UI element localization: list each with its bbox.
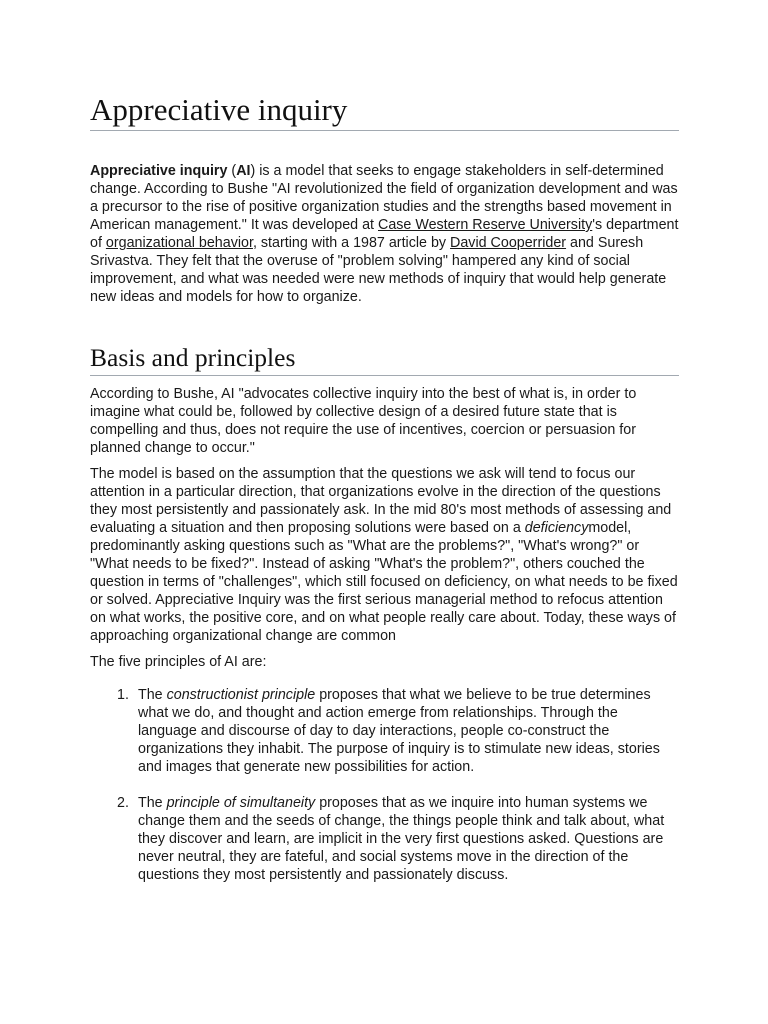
model-text-1: The model is based on the assumption that the questions we ask will tend to focus our attention in a particular direction, that organizations evolve in the direction of the questions they most persistently and passionately ask. In the mid 80's most methods of assessing and evaluating a situation and then proposing solutions were based on a: [90, 466, 672, 536]
list-item-text: proposes that as we inquire into human systems we change them and the seeds of change, the things people think and talk about, what they discover and learn, are implicit in the very first questions asked. Questions are never neutral, they are fateful, and social systems move in the direction of the questions they most persistently and passionately discuss.: [138, 795, 665, 883]
link-organizational-behavior[interactable]: organizational behavior: [105, 235, 253, 251]
intro-text-4: and Suresh Srivastva. They felt that the overuse of "problem solving" hampered any kind of social improvement, and what was needed were new methods of inquiry that would help generate new ideas and models for how to organize.: [90, 235, 667, 305]
page-title: Appreciative inquiry: [90, 0, 679, 131]
intro-paragraph: [90, 162, 679, 306]
intro-text-3: , starting with a 1987 article by: [252, 235, 451, 251]
intro-abbr: AI: [236, 163, 251, 179]
model-paragraph: [90, 465, 679, 645]
list-item: [90, 686, 679, 776]
link-case-western[interactable]: Case Western Reserve University: [378, 217, 593, 233]
intro-paren-open: (: [227, 163, 237, 179]
link-david-cooperrider[interactable]: David Cooperrider: [450, 235, 567, 251]
bushe-quote-paragraph: According to Bushe, AI "advocates collective inquiry into the best of what is, in order to imagine what could be, followed by collective design of a desired future state that is compelling and thus, does not require the use of incentives, coercion or persuasion for planned change to occur.": [90, 386, 637, 456]
model-text-2: model, predominantly asking questions such as "What are the problems?", "What's wrong?" or "What needs to be fixed?". Instead of asking "What's the problem?", others couched the question in terms of "challenges", which still focused on deficiency, on what needs to be fixed or solved. Appreciative Inquiry was the first serious managerial method to refocus attention on what works, the positive core, and on what people really care about. Today, these ways of approaching organizational change are common: [90, 520, 678, 644]
principles-list: [90, 686, 679, 884]
intro-text-2: 's department of: [90, 217, 679, 251]
intro-text-1: ) is a model that seeks to engage stakeholders in self-determined change. According to Bushe "AI revolutionized the field of organization development and was a precursor to the rise of positive organization studies and the strengths based movement in American management." It was developed at: [90, 163, 678, 233]
list-item: [90, 794, 679, 884]
model-emphasis: deficiency: [524, 520, 589, 536]
section-heading-basis: Basis and principles: [90, 343, 679, 376]
list-item-text: proposes that what we believe to be true determines what we do, and thought and action emerge from relationships. Through the language and discourse of day to day interactions, people co-construct the organizations they inhabit. The purpose of inquiry is to stimulate new ideas, stories and images that generate new possibilities for action.: [138, 687, 660, 775]
intro-term: Appreciative inquiry: [90, 163, 228, 179]
list-item-emphasis: constructionist principle: [166, 687, 316, 703]
list-item-number: 2.: [117, 795, 129, 811]
list-item-emphasis: principle of simultaneity: [166, 795, 316, 811]
list-item-lead: The: [138, 687, 167, 703]
five-principles-intro: The five principles of AI are:: [90, 654, 267, 670]
list-item-lead: The: [138, 795, 167, 811]
list-item-number: 1.: [117, 687, 129, 703]
